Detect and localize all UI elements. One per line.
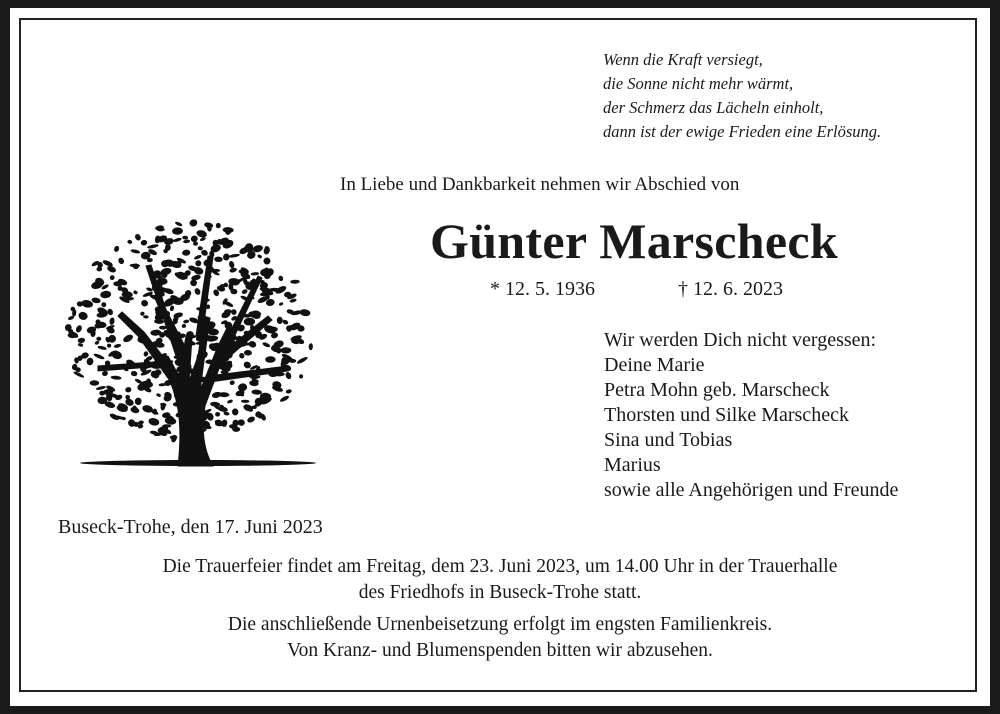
poem-line: Wenn die Kraft versiegt, <box>603 50 763 69</box>
family-member: Petra Mohn geb. Marscheck <box>604 379 830 401</box>
family-heading: Wir werden Dich nicht vergessen: <box>604 329 877 351</box>
intro-text: In Liebe und Dankbarkeit nehmen wir Abschied von <box>340 174 740 195</box>
notice-line: Die anschließende Urnenbeisetzung erfolgt im engsten Familienkreis. <box>227 614 773 635</box>
family-member: Thorsten und Silke Marscheck <box>604 404 849 426</box>
notice-line: Von Kranz- und Blumenspenden bitten wir abzusehen. <box>287 640 713 661</box>
tree-illustration <box>58 216 318 468</box>
family-list <box>604 328 898 503</box>
death-date: † 12. 6. 2023 <box>678 278 783 300</box>
family-member: Deine Marie <box>604 354 705 376</box>
notice-line: des Friedhofs in Buseck-Trohe statt. <box>358 582 642 603</box>
poem <box>603 48 881 144</box>
place-date: Buseck-Trohe, den 17. Juni 2023 <box>58 516 323 538</box>
poem-line: der Schmerz das Lächeln einholt, <box>603 98 824 117</box>
birth-date: * 12. 5. 1936 <box>490 278 595 300</box>
obituary-card <box>10 8 990 706</box>
notice-line: Die Trauerfeier findet am Freitag, dem 23. Juni 2023, um 14.00 Uhr in der Trauerhalle <box>162 556 838 577</box>
family-member: Marius <box>604 454 661 476</box>
deceased-name: Günter Marscheck <box>430 213 838 269</box>
family-member: sowie alle Angehörigen und Freunde <box>604 479 899 501</box>
poem-line: dann ist der ewige Frieden eine Erlösung. <box>603 122 882 141</box>
poem-line: die Sonne nicht mehr wärmt, <box>603 74 794 93</box>
family-member: Sina und Tobias <box>604 429 733 451</box>
